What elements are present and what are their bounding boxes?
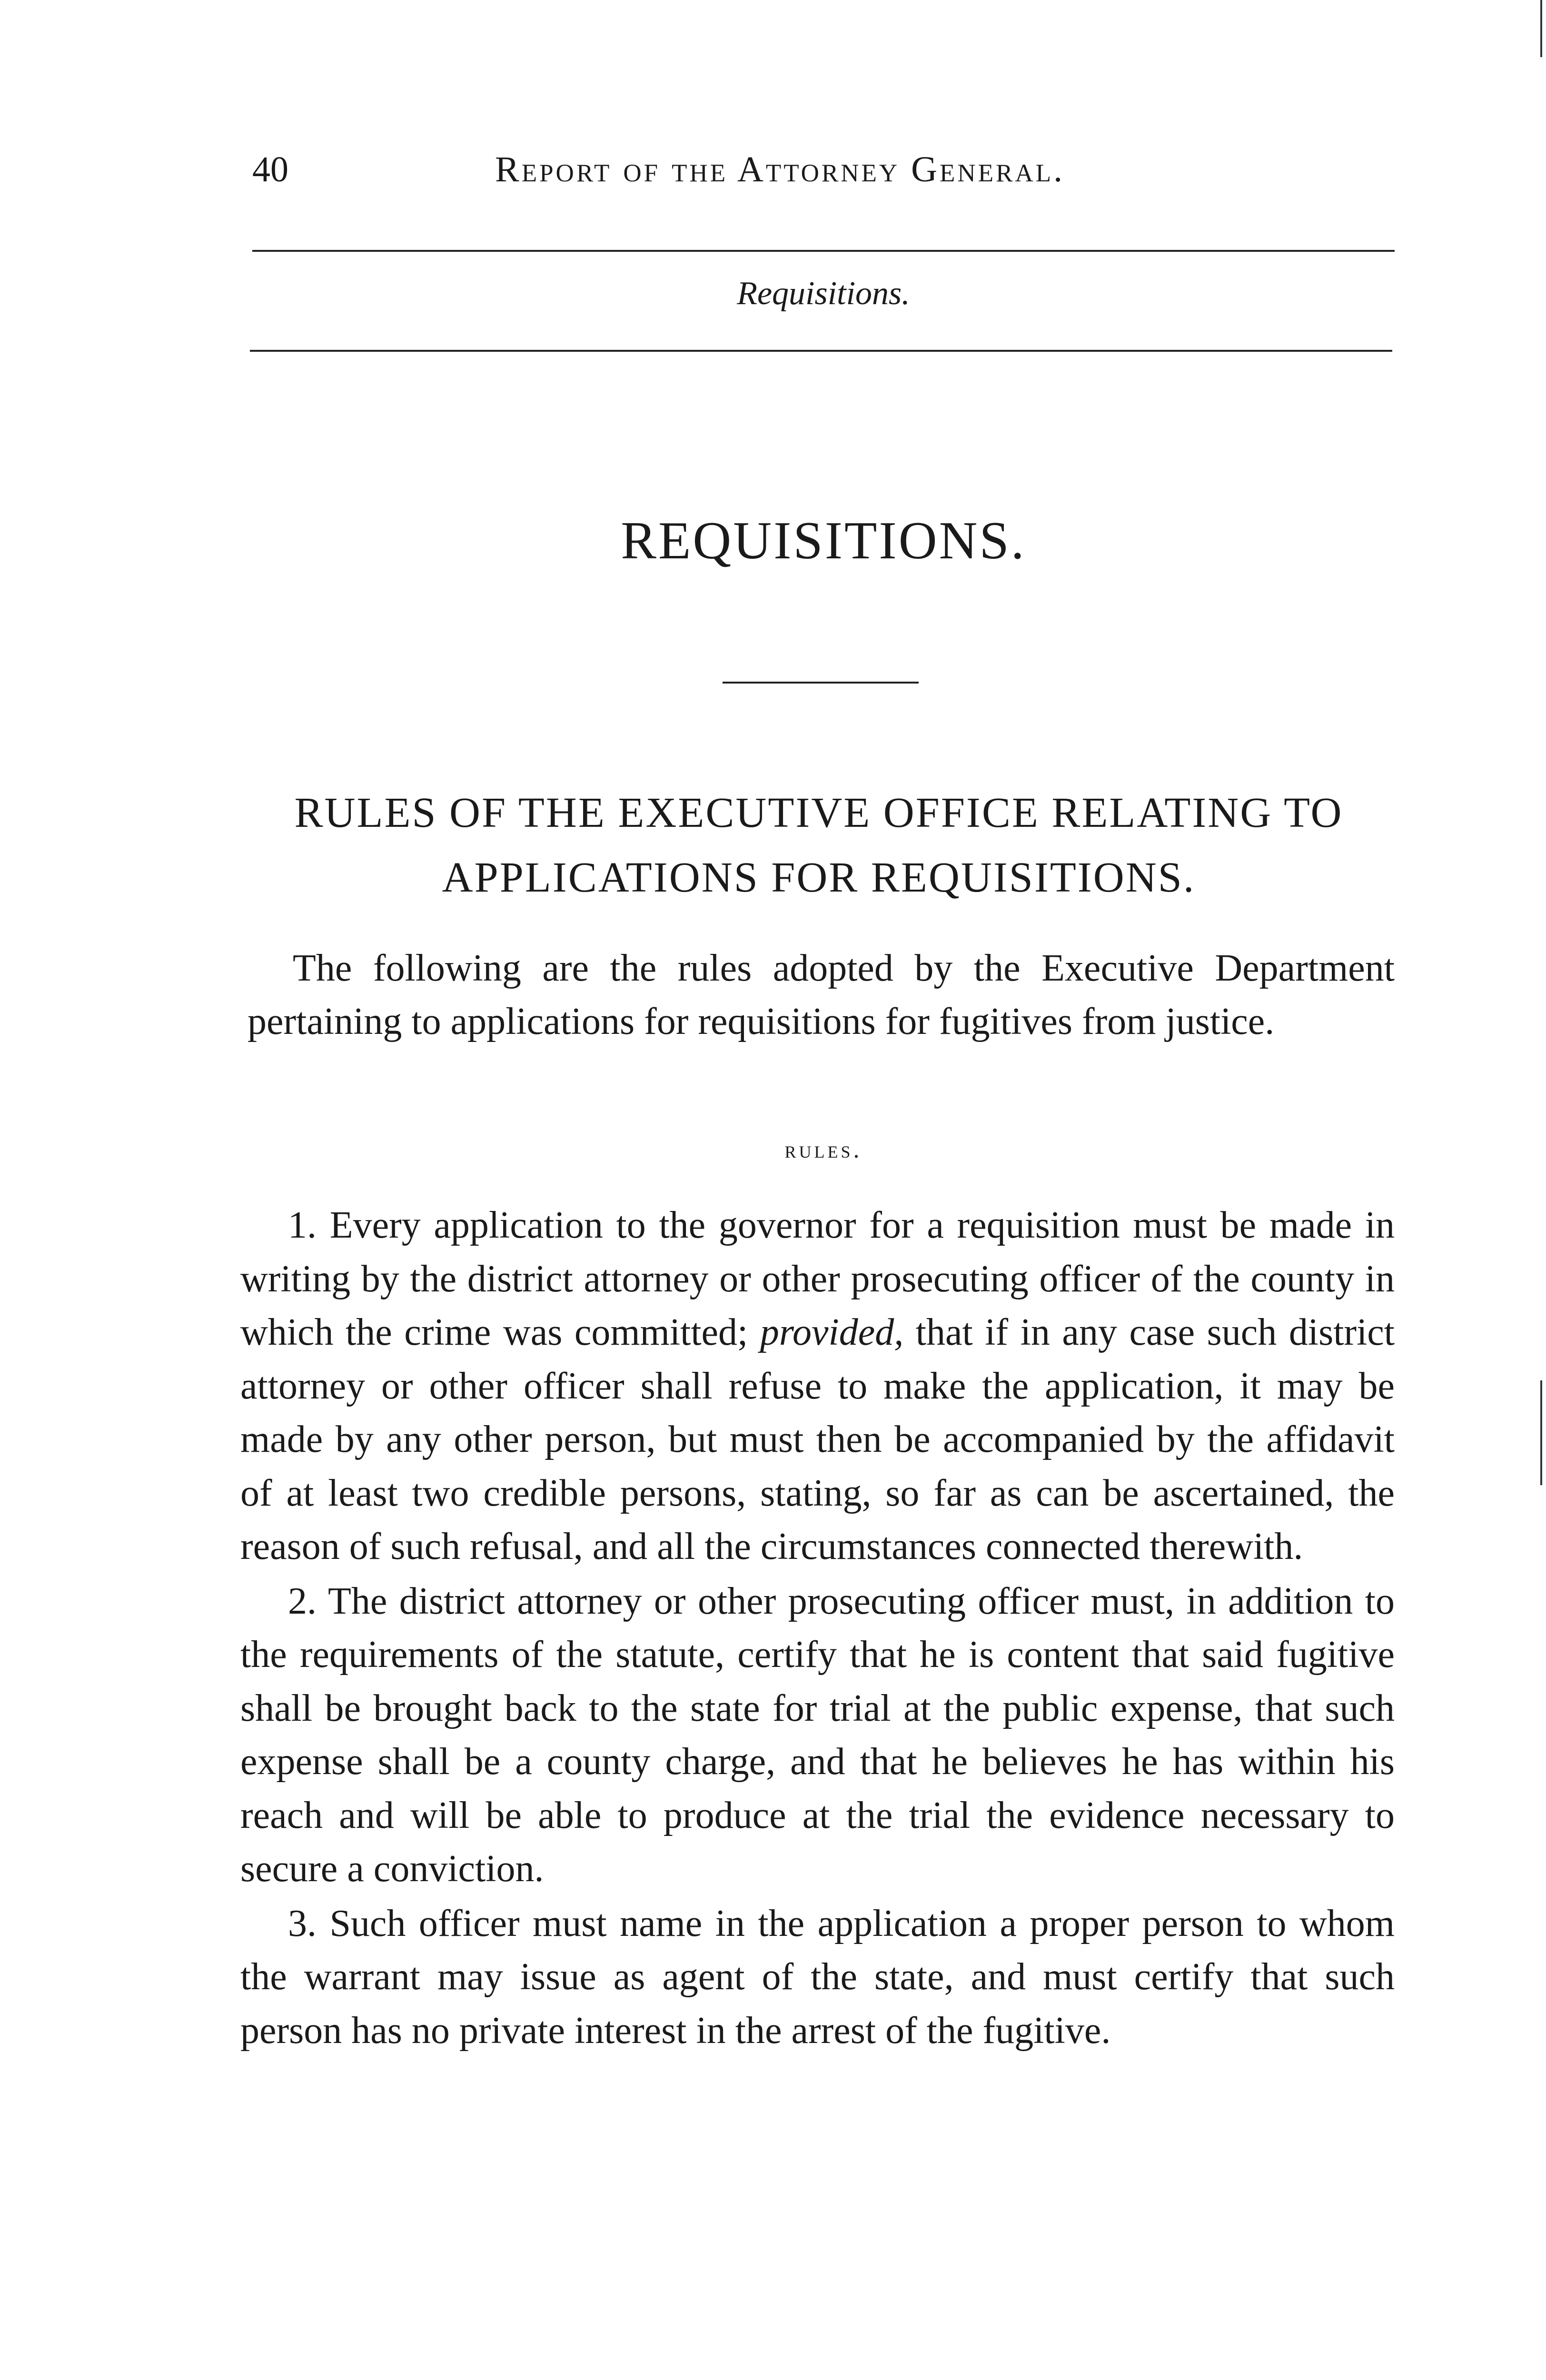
scan-margin-mark [1540,1380,1542,1485]
rule-emphasis: provided, [760,1311,904,1353]
rule-2 [240,1575,1395,1896]
rule-number: 2. [288,1580,317,1622]
main-title: REQUISITIONS. [621,511,1026,570]
header-rule-bottom [250,350,1392,352]
rule-1 [240,1199,1395,1574]
rules-label: rules. [784,1136,862,1163]
rule-text: The district attorney or other prosecuting officer must, in addition to the requirements of the statute, certify that he is content that said fugitive shall be brought back to the state for trial at the public expense, that such expense shall be a county charge, and that he believes he has within his reach and will be able to produce at the trial the evidence necessary to secure a conviction. [240,1580,1395,1890]
rule-number: 3. [288,1902,317,1944]
page-number: 40 [252,149,288,189]
section-heading: Requisitions. [737,275,910,312]
scan-margin-mark [1540,0,1542,57]
sub-title [238,781,1399,910]
sub-title-line-1: RULES OF THE EXECUTIVE OFFICE RELATING TO [294,789,1343,836]
rules-list [240,1199,1395,2058]
rule-text: that if in any case such district attorney or other officer shall refuse to make the application, it may be made by any other person, but must then be accompanied by the affidavit of at least two credible persons, stating, so far as can be ascertained, the reason of such refusal, and all the circumstances connected therewith. [240,1311,1395,1567]
running-title: Report of the Attorney General. [495,149,1065,189]
rule-text: Such officer must name in the application a proper person to whom the warrant may issue as agent of the state, and must certify that such person has no private interest in the arrest of the fugitive. [240,1902,1395,2052]
rule-number: 1. [288,1204,317,1246]
sub-title-line-2: APPLICATIONS FOR REQUISITIONS. [442,854,1196,901]
header-rule-top [252,250,1395,252]
rule-3 [240,1897,1395,2058]
running-header [252,151,1395,208]
rule-text: Every application to the governor for a requisition must be made in writing by the district attorney or other prosecuting officer of the county in which the crime was committed; [240,1204,1395,1353]
intro-paragraph: The following are the rules adopted by the Executive Department pertaining to applications for requisitions for fugitives from justice. [248,947,1395,1042]
title-divider [723,682,919,684]
